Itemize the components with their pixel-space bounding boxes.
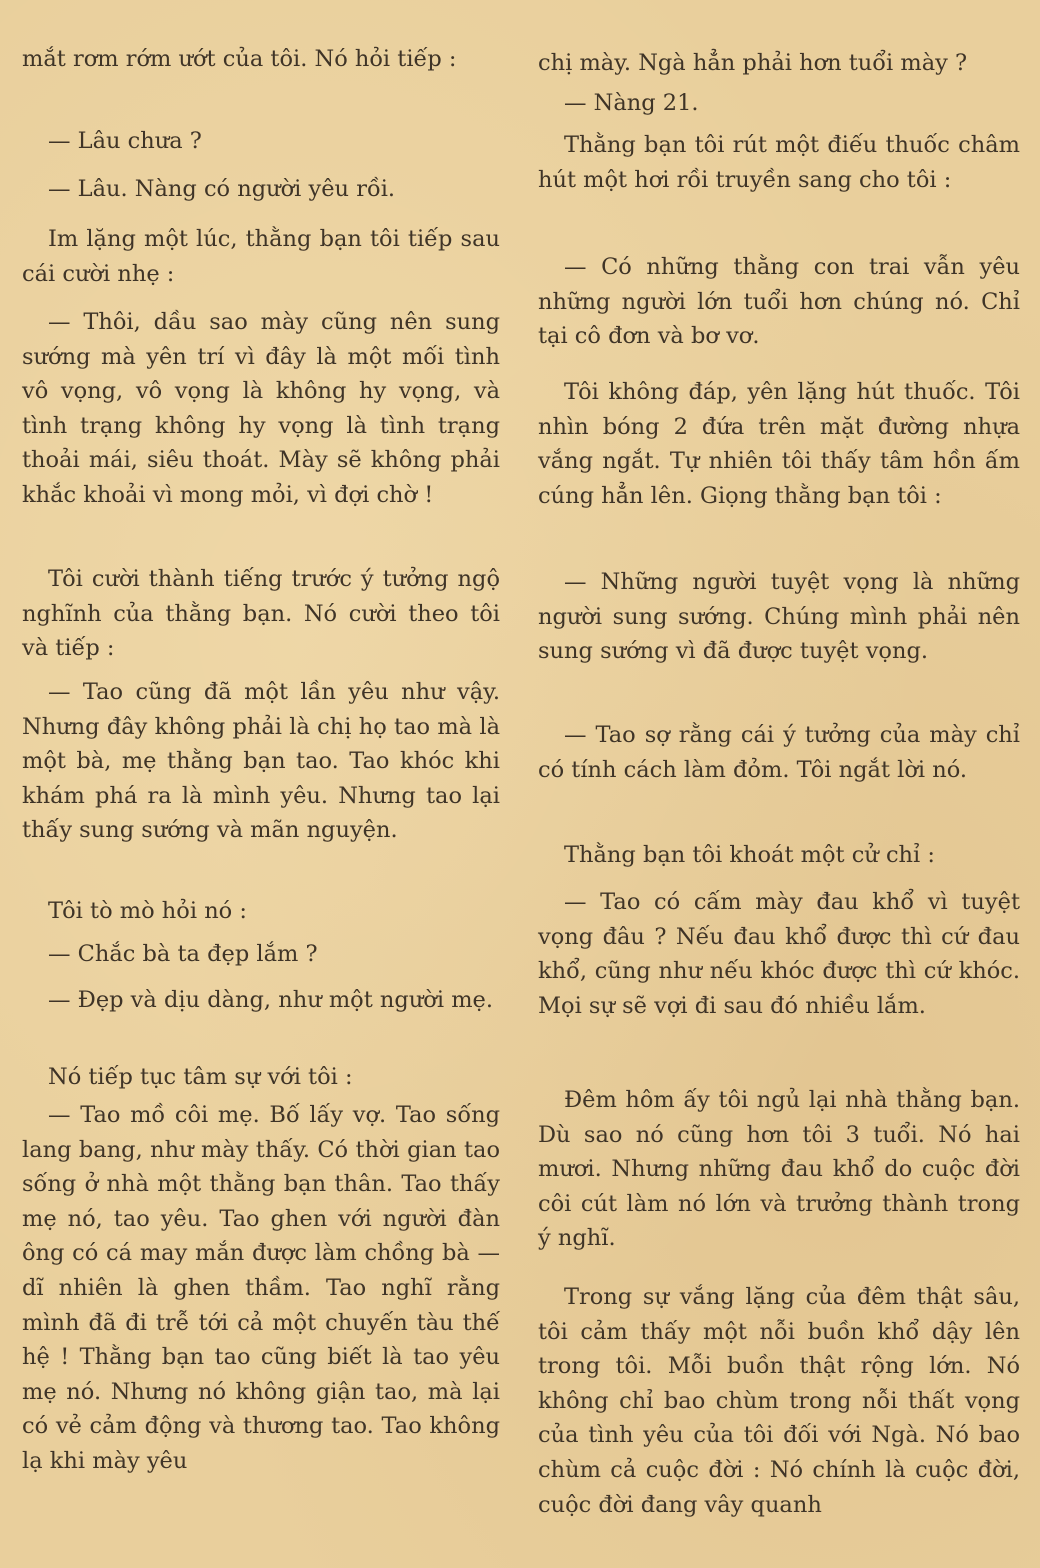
paragraph: Đêm hôm ấy tôi ngủ lại nhà thằng bạn. Dù sao nó cũng hơn tôi 3 tuổi. Nó hai mươi. Nhưng những đau khổ do cuộc đời côi cút làm nó lớn và trưởng thành trong ý nghĩ. [538, 1087, 1020, 1252]
paragraph: Thằng bạn tôi khoát một cử chỉ : [564, 842, 935, 868]
header-fragment-left [30, 0, 280, 6]
paragraph: — Nàng 21. [564, 90, 699, 116]
paragraph: Thằng bạn tôi rút một điếu thuốc châm hút một hơi rồi truyền sang cho tôi : [538, 132, 1020, 193]
paragraph: Nó tiếp tục tâm sự với tôi : [48, 1064, 353, 1090]
header-fragment-right [830, 0, 1020, 6]
paragraph: — Tao sợ rằng cái ý tưởng của mày chỉ có tính cách làm đỏm. Tôi ngắt lời nó. [538, 722, 1020, 783]
paragraph: Im lặng một lúc, thằng bạn tôi tiếp sau cái cười nhẹ : [22, 226, 500, 287]
paragraph: chị mày. Ngà hẳn phải hơn tuổi mày ? [538, 50, 968, 76]
paragraph: Tôi cười thành tiếng trước ý tưởng ngộ nghĩnh của thằng bạn. Nó cười theo tôi và tiếp : [22, 566, 500, 662]
paragraph: — Tao cũng đã một lần yêu như vậy. Nhưng đây không phải là chị họ tao mà là một bà, mẹ thằng bạn tao. Tao khóc khi khám phá ra là mình yêu. Nhưng tao lại thấy sung sướng và mãn nguyện. [22, 679, 500, 844]
paragraph: — Thôi, dầu sao mày cũng nên sung sướng mà yên trí vì đây là một mối tình vô vọng, vô vọng là không hy vọng, và tình trạng không hy vọng là tình trạng thoải mái, siêu thoát. Mày sẽ không phải khắc khoải vì mong mỏi, vì đợi chờ ! [22, 309, 500, 508]
paragraph: — Đẹp và dịu dàng, như một người mẹ. [48, 987, 494, 1013]
paragraph: Trong sự vắng lặng của đêm thật sâu, tôi cảm thấy một nỗi buồn khổ dậy lên trong tôi. Mỗi buồn thật rộng lớn. Nó không chỉ bao chùm trong nỗi thất vọng của tình yêu của tôi đối với Ngà. Nó bao chùm cả cuộc đời : Nó chính là cuộc đời, cuộc đời đang vây quanh [538, 1284, 1020, 1518]
paragraph: — Tao mồ côi mẹ. Bố lấy vợ. Tao sống lang bang, như mày thấy. Có thời gian tao sống ở nhà một thằng bạn thân. Tao thấy mẹ nó, tao yêu. Tao ghen với người đàn ông có cá may mắn được làm chồng bà — dĩ nhiên là ghen thầm. Tao nghĩ rằng mình đã đi trễ tới cả một chuyến tàu thế hệ ! Thằng bạn tao cũng biết là tao yêu mẹ nó. Nhưng nó không giận tao, mà lại có vẻ cảm động và thương tao. Tao không lạ khi mày yêu [22, 1102, 500, 1474]
paragraph: — Lâu chưa ? [48, 128, 202, 154]
paragraph: Tôi tò mò hỏi nó : [48, 898, 247, 924]
paragraph: — Tao có cấm mày đau khổ vì tuyệt vọng đâu ? Nếu đau khổ được thì cứ đau khổ, cũng như nếu khóc được thì cứ khóc. Mọi sự sẽ vợi đi sau đó nhiều lắm. [538, 889, 1020, 1019]
paragraph: — Những người tuyệt vọng là những người sung sướng. Chúng mình phải nên sung sướng vì đã được tuyệt vọng. [538, 569, 1020, 665]
paragraph: — Lâu. Nàng có người yêu rồi. [48, 176, 396, 202]
paragraph: mắt rơm rớm ướt của tôi. Nó hỏi tiếp : [22, 46, 457, 72]
paragraph: — Chắc bà ta đẹp lắm ? [48, 941, 318, 967]
paragraph: Tôi không đáp, yên lặng hút thuốc. Tôi nhìn bóng 2 đứa trên mặt đường nhựa vắng ngắt. Tự nhiên tôi thấy tâm hồn ấm cúng hẳn lên. Giọng thằng bạn tôi : [538, 379, 1020, 509]
paragraph: — Có những thằng con trai vẫn yêu những người lớn tuổi hơn chúng nó. Chỉ tại cô đơn và bơ vơ. [538, 254, 1020, 350]
